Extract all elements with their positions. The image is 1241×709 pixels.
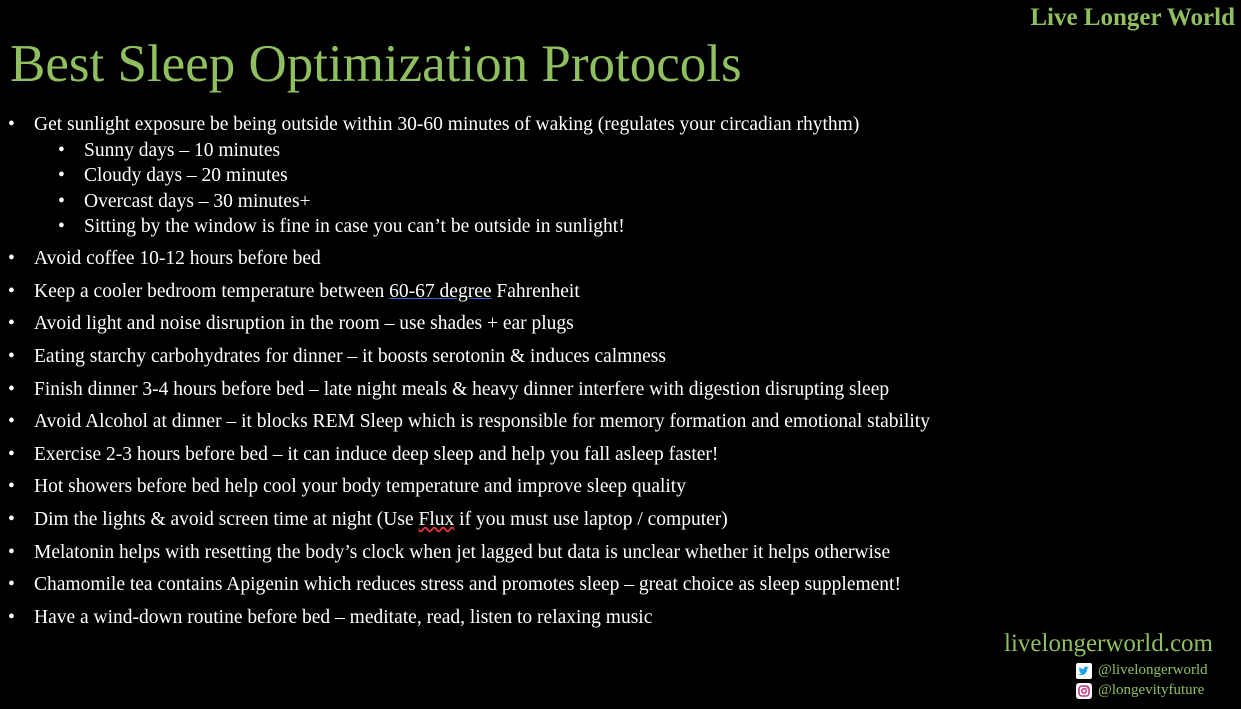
- twitter-handle[interactable]: [1076, 662, 1208, 679]
- bullet-icon: •: [8, 346, 15, 367]
- bullet-icon: •: [8, 606, 15, 628]
- list-item: [0, 507, 1200, 533]
- list-item: [0, 442, 1200, 468]
- instagram-handle-text: @longevityfuture: [1098, 682, 1205, 698]
- sub-list-item-text: Cloudy days – 20 minutes: [84, 165, 288, 187]
- list-item: [0, 572, 1200, 598]
- list-item-text: Finish dinner 3-4 hours before bed – late night meals & heavy dinner interfere with digestion disrupting sleep: [34, 378, 890, 400]
- bullet-icon: •: [58, 165, 65, 187]
- list-item-text: Fahrenheit: [491, 280, 580, 302]
- sub-list-item-text: Overcast days – 30 minutes+: [84, 190, 311, 212]
- list-item-text: if you must use laptop / computer): [454, 508, 728, 530]
- list-item-text: Get sunlight exposure be being outside within 30-60 minutes of waking (regulates your circadian rhythm): [34, 114, 860, 135]
- bullet-icon: •: [8, 313, 15, 335]
- list-item: [0, 311, 1200, 337]
- bullet-icon: •: [58, 140, 65, 161]
- brand-name: Live Longer World: [1030, 4, 1235, 31]
- list-item: [0, 474, 1200, 500]
- bullet-icon: •: [8, 508, 15, 530]
- list-item-text: Dim the lights & avoid screen time at night (Use: [34, 508, 419, 530]
- bullet-icon: •: [8, 280, 15, 302]
- sub-list-item: [0, 189, 1200, 214]
- list-item: [0, 409, 1200, 435]
- list-item: [0, 279, 1200, 305]
- bullet-icon: •: [58, 190, 65, 212]
- twitter-icon: [1076, 663, 1092, 679]
- page-title: Best Sleep Optimization Protocols: [10, 35, 742, 93]
- twitter-handle-text: @livelongerworld: [1098, 662, 1208, 678]
- list-item-text: Keep a cooler bedroom temperature between: [34, 280, 390, 302]
- sub-list-item: [0, 163, 1200, 188]
- sub-list-item: [0, 138, 1200, 163]
- bullet-icon: •: [8, 114, 15, 135]
- list-item: [0, 112, 1200, 240]
- protocol-list: [0, 112, 1200, 637]
- bullet-icon: •: [8, 248, 15, 270]
- sub-list-item: [0, 214, 1200, 239]
- bullet-icon: •: [8, 541, 15, 563]
- website-link[interactable]: livelongerworld.com: [1004, 630, 1213, 657]
- sub-list-item-text: Sitting by the window is fine in case you can’t be outside in sunlight!: [84, 216, 625, 238]
- list-item-text: Avoid Alcohol at dinner – it blocks REM Sleep which is responsible for memory formation and emotional stability: [34, 411, 930, 433]
- bullet-icon: •: [8, 378, 15, 400]
- bullet-icon: •: [8, 574, 15, 596]
- list-item: [0, 377, 1200, 403]
- sub-list-item-text: Sunny days – 10 minutes: [84, 140, 281, 161]
- list-item-text: Eating starchy carbohydrates for dinner – it boosts serotonin & induces calmness: [34, 346, 666, 367]
- bullet-icon: •: [8, 443, 15, 465]
- list-item-text: Melatonin helps with resetting the body’s clock when jet lagged but data is unclear whether it helps otherwise: [34, 541, 891, 563]
- list-item-text: Chamomile tea contains Apigenin which reduces stress and promotes sleep – great choice as sleep supplement!: [34, 574, 901, 596]
- temperature-link[interactable]: 60-67 degree: [389, 280, 492, 302]
- list-item: [0, 246, 1200, 272]
- instagram-handle[interactable]: [1076, 682, 1204, 699]
- list-item: [0, 540, 1200, 566]
- instagram-icon: [1076, 683, 1092, 699]
- list-item-text: Have a wind-down routine before bed – meditate, read, listen to relaxing music: [34, 606, 653, 628]
- list-item-text: Avoid light and noise disruption in the room – use shades + ear plugs: [34, 313, 574, 335]
- flux-word: Flux: [418, 508, 455, 530]
- list-item: [0, 605, 1200, 631]
- bullet-icon: •: [8, 411, 15, 433]
- bullet-icon: •: [8, 476, 15, 498]
- sub-list: [34, 138, 1200, 240]
- list-item-text: Hot showers before bed help cool your body temperature and improve sleep quality: [34, 476, 686, 498]
- list-item-text: Avoid coffee 10-12 hours before bed: [34, 248, 321, 270]
- list-item: [0, 344, 1200, 370]
- list-item-text: Exercise 2-3 hours before bed – it can induce deep sleep and help you fall asleep faster!: [34, 443, 719, 465]
- bullet-icon: •: [58, 216, 65, 238]
